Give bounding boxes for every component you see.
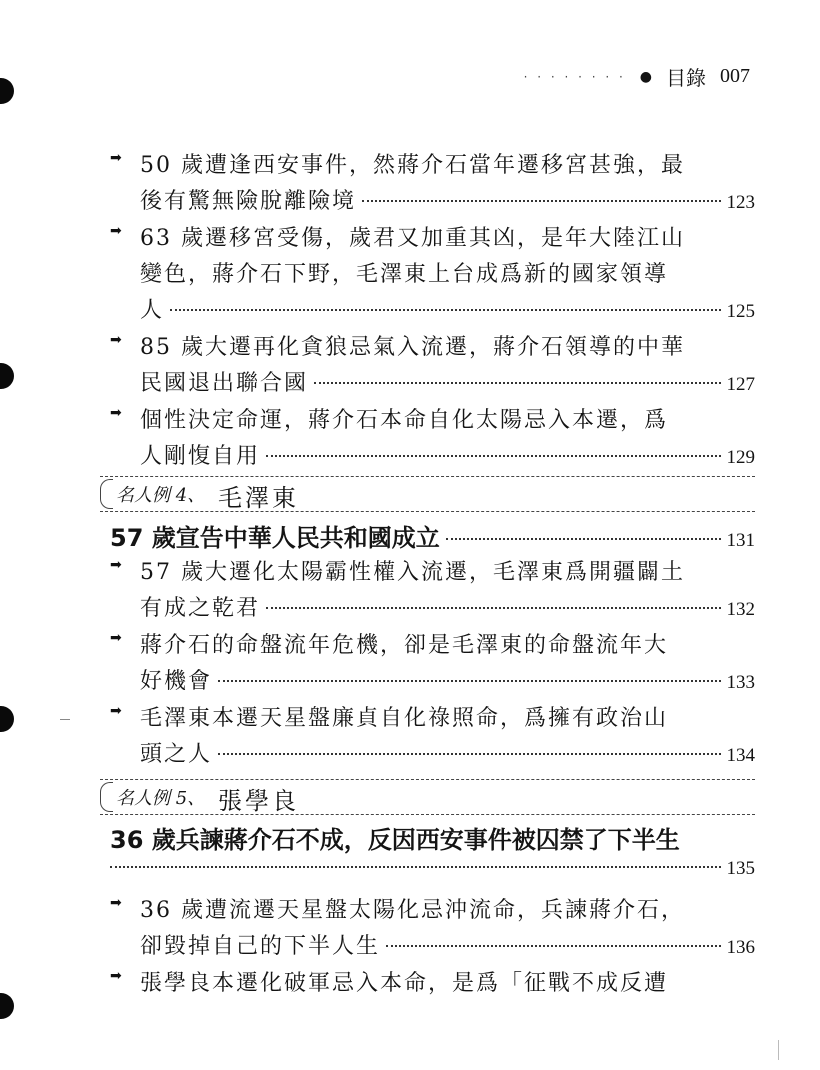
- entry-page-number: 125: [726, 301, 755, 322]
- toc-entry[interactable]: [110, 628, 755, 701]
- toc-group-section4: [110, 555, 755, 774]
- entry-page-number: 136: [726, 937, 755, 958]
- arrow-bullet-icon: ➡: [110, 223, 122, 239]
- header-title: 目錄: [666, 66, 706, 90]
- arrow-bullet-icon: ➡: [110, 630, 122, 646]
- entry-line: 民國退出聯合國: [140, 371, 309, 396]
- entry-line: 85 歲大遷再化貪狼忌氣入流遷，蔣介石領導的中華: [140, 335, 685, 360]
- dot-leader: [110, 866, 721, 868]
- entry-page-number: 129: [726, 447, 755, 468]
- dot-leader: [362, 200, 720, 202]
- page-header: [524, 62, 750, 91]
- entry-line: 57 歲大遷化太陽霸性權入流遷，毛澤東爲開疆闢土: [140, 560, 685, 585]
- tag-person-name: 張學良: [218, 787, 299, 815]
- heading-page-number: 131: [726, 530, 755, 551]
- scan-mark: [778, 1040, 779, 1060]
- toc-entry[interactable]: [110, 403, 755, 476]
- arrow-bullet-icon: ➡: [110, 332, 122, 348]
- entry-line: 卻毀掉自己的下半人生: [140, 934, 381, 959]
- arrow-bullet-icon: ➡: [110, 405, 122, 421]
- toc-group-top: [110, 148, 755, 476]
- entry-line: 人剛愎自用: [140, 444, 261, 469]
- toc-entry[interactable]: [110, 330, 755, 403]
- dot-leader: [386, 945, 720, 947]
- entry-line: 後有驚無險脫離險境: [140, 189, 357, 214]
- dot-leader: [266, 607, 720, 609]
- entry-line: 個性決定命運，蔣介石本命自化太陽忌入本遷，爲: [140, 408, 669, 433]
- dot-leader: [170, 309, 720, 311]
- arrow-bullet-icon: ➡: [110, 895, 122, 911]
- entry-line: 有成之乾君: [140, 596, 261, 621]
- dot-leader: [314, 382, 720, 384]
- arrow-bullet-icon: ➡: [110, 968, 122, 984]
- header-bullet-icon: ●: [639, 68, 652, 85]
- tag-bracket: [100, 782, 113, 812]
- dot-leader: [266, 455, 720, 457]
- entry-line: 人: [140, 298, 165, 323]
- heading-text: 36 歲兵諫蔣介石不成，反因西安事件被囚禁了下半生: [110, 826, 680, 854]
- entry-line: 變色，蔣介石下野，毛澤東上台成爲新的國家領導: [140, 262, 669, 287]
- heading-leader-line: [110, 858, 755, 880]
- tag-label: 名人例 5、: [116, 788, 206, 809]
- entry-line: 毛澤東本遷天星盤廉貞自化祿照命，爲擁有政治山: [140, 706, 669, 731]
- entry-line: 蔣介石的命盤流年危機，卻是毛澤東的命盤流年大: [140, 633, 669, 658]
- toc-entry[interactable]: [110, 221, 755, 330]
- toc-group-section5: [110, 893, 755, 1002]
- entry-page-number: 133: [726, 672, 755, 693]
- toc-entry[interactable]: [110, 701, 755, 774]
- section-heading[interactable]: [110, 518, 755, 553]
- margin-tick: [60, 719, 70, 720]
- entry-line: 63 歲遷移宮受傷，歲君又加重其凶，是年大陸江山: [140, 226, 685, 251]
- tag-label: 名人例 4、: [116, 485, 206, 506]
- dot-leader: [218, 680, 720, 682]
- section-tag: [100, 476, 755, 512]
- header-dots: · · · · · · · ·: [523, 69, 626, 84]
- dot-leader: [446, 538, 721, 540]
- entry-page-number: 123: [726, 192, 755, 213]
- tag-person-name: 毛澤東: [218, 484, 299, 512]
- heading-page-number: 135: [726, 858, 755, 879]
- toc-entry[interactable]: [110, 966, 755, 1002]
- entry-line: 頭之人: [140, 742, 213, 767]
- entry-line: 好機會: [140, 669, 213, 694]
- arrow-bullet-icon: ➡: [110, 557, 122, 573]
- entry-page-number: 134: [726, 745, 755, 766]
- binder-hole: [0, 706, 14, 732]
- arrow-bullet-icon: ➡: [110, 150, 122, 166]
- page-number: 007: [720, 65, 750, 87]
- binder-hole: [0, 363, 14, 389]
- entry-line: 張學良本遷化破軍忌入本命，是爲「征戰不成反遭: [140, 971, 669, 996]
- section-tag: [100, 779, 755, 815]
- arrow-bullet-icon: ➡: [110, 703, 122, 719]
- binder-hole: [0, 993, 14, 1019]
- toc-entry[interactable]: [110, 148, 755, 221]
- toc-entry[interactable]: [110, 893, 755, 966]
- entry-page-number: 127: [726, 374, 755, 395]
- entry-line: 36 歲遭流遷天星盤太陽化忌沖流命，兵諫蔣介石，: [140, 898, 685, 923]
- tag-bracket: [100, 479, 113, 509]
- entry-page-number: 132: [726, 599, 755, 620]
- dot-leader: [218, 753, 720, 755]
- binder-hole: [0, 78, 14, 104]
- section-heading[interactable]: [110, 820, 755, 855]
- heading-text: 57 歲宣告中華人民共和國成立: [110, 524, 440, 552]
- toc-entry[interactable]: [110, 555, 755, 628]
- entry-line: 50 歲遭逢西安事件，然蔣介石當年遷移宮甚強，最: [140, 153, 685, 178]
